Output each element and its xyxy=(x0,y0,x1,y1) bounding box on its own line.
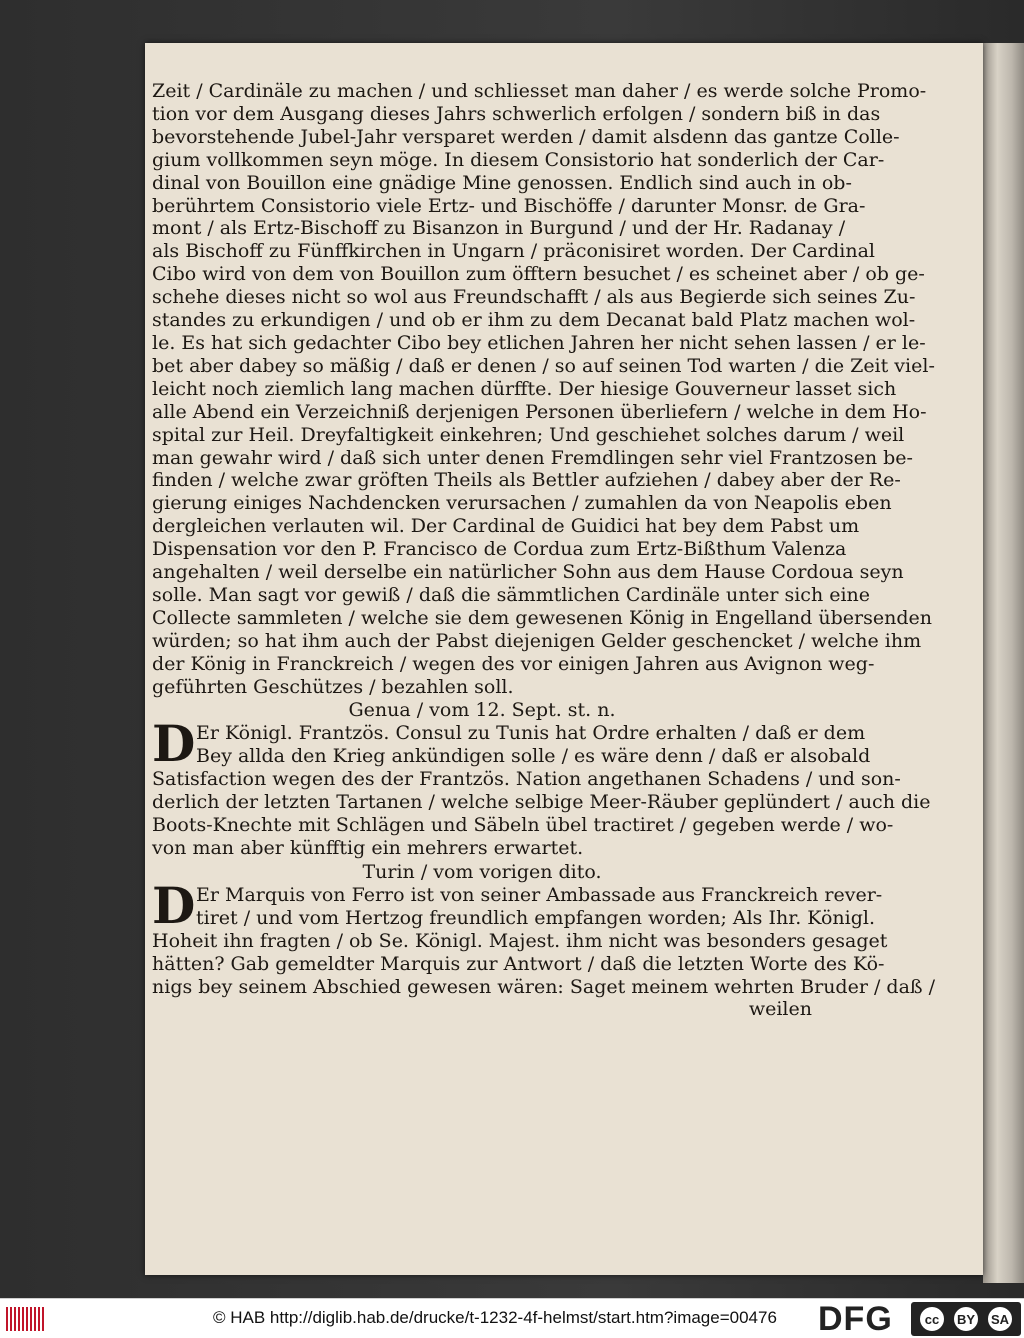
text-line: schehe dieses nicht so wol aus Freundschafft / als aus Begierde sich seines Zu- xyxy=(152,286,916,309)
text-line: man gewahr wird / daß sich unter denen Fremdlingen sehr viel Frantzosen be- xyxy=(152,446,913,469)
turin-lines xyxy=(152,929,936,999)
text-line: von man aber künfftig ein mehrers erwartet. xyxy=(152,837,584,859)
heading-turin: Turin / vom vorigen dito. xyxy=(362,860,602,883)
hab-logo-icon[interactable] xyxy=(6,1307,44,1331)
turin-line-1: Er Marquis von Ferro ist von seiner Ambassade aus Franckreich rever- xyxy=(196,883,883,906)
genua-lines xyxy=(152,768,931,860)
text-line: der König in Franckreich / wegen des vor einigen Jahren aus Avignon weg- xyxy=(152,652,875,675)
sa-icon: SA xyxy=(986,1305,1014,1333)
text-line: spital zur Heil. Dreyfaltigkeit einkehren; Und geschiehet solches darum / weil xyxy=(152,423,905,446)
copyright-link[interactable]: © HAB http://diglib.hab.de/drucke/t-1232-4f-helmst/start.htm?image=00476 xyxy=(213,1308,777,1327)
text-line: Dispensation vor den P. Francisco de Cordua zum Ertz-Bißthum Valenza xyxy=(152,538,847,561)
text-line: alle Abend ein Verzeichniß derjenigen Personen überliefern / welche in dem Ho- xyxy=(152,400,927,423)
text-line: hätten? Gab gemeldter Marquis zur Antwort / daß die letzten Worte des Kö- xyxy=(152,952,885,975)
page-edge xyxy=(983,43,1024,1283)
text-line: als Bischoff zu Fünffkirchen in Ungarn / präconisiret worden. Der Cardinal xyxy=(152,240,875,263)
text-line: Satisfaction wegen des der Frantzös. Nation angethanen Schadens / und son- xyxy=(152,768,901,791)
text-line: solle. Man sagt vor gewiß / daß die sämmtlichen Cardinäle unter sich eine xyxy=(152,583,871,606)
text-line: dinal von Bouillon eine gnädige Mine genossen. Endlich sind auch in ob- xyxy=(152,171,852,194)
text-line: gierung einiges Nachdencken verursachen / zumahlen da von Neapolis eben xyxy=(152,492,892,515)
text-line: Cibo wird von dem von Bouillon zum öfftern besuchet / es scheinet aber / ob ge- xyxy=(152,263,925,286)
text-line: finden / welche zwar gröften Theils als Bettler aufziehen / dabey aber der Re- xyxy=(152,469,901,492)
text-line: le. Es hat sich gedachter Cibo bey etlichen Jahren her nicht sehen lassen / er le- xyxy=(152,331,926,354)
viewer-footer xyxy=(0,1298,1024,1338)
genua-line-1: Er Königl. Frantzös. Consul zu Tunis hat Ordre erhalten / daß er dem xyxy=(196,722,866,745)
text-line: Zeit / Cardinäle zu machen / und schliesset man daher / es werde solche Promo- xyxy=(152,80,927,102)
text-line: leicht noch ziemlich lang machen dürffte. Der hiesige Gouverneur lasset sich xyxy=(152,377,897,400)
text-line: berührtem Consistorio viele Ertz- und Bischöffe / darunter Monsr. de Gra- xyxy=(152,194,866,217)
text-line: bevorstehende Jubel-Jahr versparet werden / damit alsdenn das gantze Colle- xyxy=(152,125,900,148)
text-line: gium vollkommen seyn möge. In diesem Consistorio hat sonderlich der Car- xyxy=(152,148,885,171)
genua-line-2: Bey allda den Krieg ankündigen solle / es wäre denn / daß er alsobald xyxy=(196,745,871,768)
text-line: geführten Geschützes / bezahlen soll. xyxy=(152,675,514,698)
text-line: mont / als Ertz-Bischoff zu Bisanzon in Burgund / und der Hr. Radanay / xyxy=(152,217,846,240)
paragraph-turin xyxy=(152,875,936,999)
catchword: weilen xyxy=(748,998,812,1021)
document-text xyxy=(152,80,936,1021)
text-line: Boots-Knechte mit Schlägen und Säbeln übel tractiret / gegeben werde / wo- xyxy=(152,814,894,837)
text-line: standes zu erkundigen / und ob er ihm zu dem Decanat bald Platz machen wol- xyxy=(152,309,916,332)
cc-icon: cc xyxy=(918,1305,946,1333)
text-line: derlich der letzten Tartanen / welche selbige Meer-Räuber geplündert / auch die xyxy=(152,791,931,814)
text-line: nigs bey seinem Abschied gewesen wären: Saget meinem wehrten Bruder / daß / xyxy=(152,975,936,998)
by-icon: BY xyxy=(952,1305,980,1333)
dfg-logo-icon[interactable]: DFG xyxy=(818,1300,893,1338)
text-line: dergleichen verlauten wil. Der Cardinal de Guidici hat bey dem Pabst um xyxy=(152,515,860,538)
text-line: Hoheit ihn fragten / ob Se. Königl. Majest. ihm nicht was besonders gesaget xyxy=(152,929,888,952)
turin-line-2: tiret / und vom Hertzog freundlich empfangen worden; Als Ihr. Königl. xyxy=(196,906,875,929)
heading-genua: Genua / vom 12. Sept. st. n. xyxy=(348,699,616,722)
text-line: tion vor dem Ausgang dieses Jahrs schwerlich erfolgen / sondern biß in das xyxy=(152,102,881,125)
cc-license-badge[interactable] xyxy=(911,1302,1021,1336)
dropcap-turin: D xyxy=(152,875,196,935)
text-line: angehalten / weil derselbe ein natürlicher Sohn aus dem Hause Cordoua seyn xyxy=(152,561,904,584)
dropcap-genua: D xyxy=(152,714,196,774)
text-line: Collecte sammleten / welche sie dem gewesenen König in Engelland übersenden xyxy=(152,606,932,629)
paragraph-rome xyxy=(152,80,935,698)
paragraph-genua xyxy=(152,714,931,859)
text-line: würden; so hat ihm auch der Pabst diejenigen Gelder geschencket / welche ihm xyxy=(152,629,922,652)
text-line: bet aber dabey so mäßig / daß er denen / so auf seinen Tod warten / die Zeit viel- xyxy=(152,354,935,377)
